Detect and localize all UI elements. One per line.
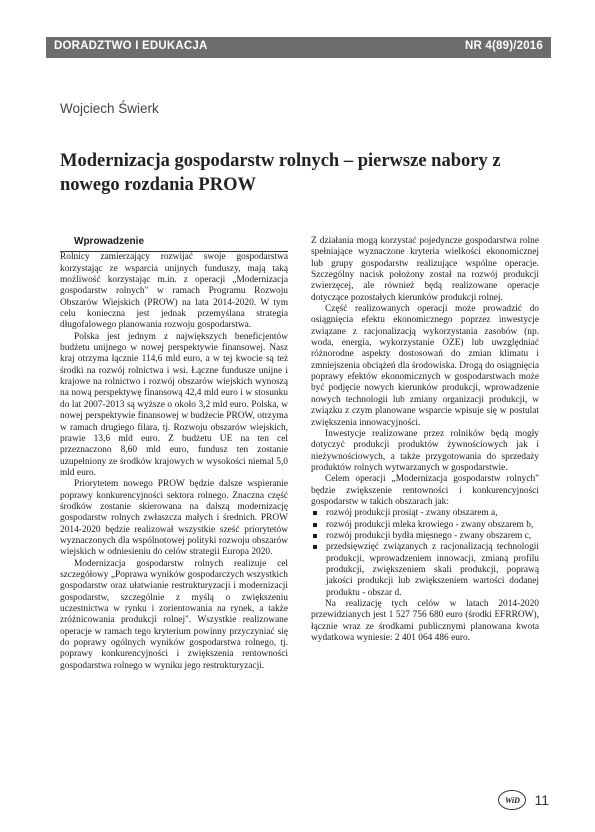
page-number: 11	[534, 792, 549, 808]
paragraph: Z działania mogą korzystać pojedyncze gospodarstwa rolne spełniające wyznaczone kryteria wielkości ekonomicznej lub grupy gospodarstw realizujące wspólne operacje. Szczególny nacisk położony został na rozwój produkcji zwierzęcej, ale również będą realizowane operacje dotyczące pozostałych kierunków produkcji rolnej.	[311, 236, 539, 303]
paragraph: Polska jest jednym z największych beneficjentów budżetu unijnego w nowej perspektywie finansowej. Nasz kraj otrzyma łącznie 114,6 mld euro, a w tej kwocie są też środki na rozwój rolnictwa i wsi. Łączne fundusze unijne i krajowe na rolnictwo i rozwój obszarów wiejskich wynoszą na nową perspektywę finansową 42,4 mld euro i w stosunku do lat 2007-2013 są wyższe o około 3,2 mld euro. Polska, w nowej perspektywie finansowej w budżecie PROW, otrzyma w ramach drugiego filara, tj. Rozwoju obszarów wiejskich, prawie 13,6 mld euro. Z budżetu UE na ten cel przeznaczono 8,60 mld euro, fundusz ten zostanie uzupełniony ze środków krajowych w wysokości niemal 5,0 mld euro.	[60, 331, 288, 478]
header-bar	[46, 37, 551, 58]
section-heading: Wprowadzenie	[60, 236, 288, 252]
list-item-text: przedsięwzięć związanych z racjonalizacją technologii produkcji, wprowadzeniem innowacji, zmianą profilu produkcji, zwiększeniem skali produkcji, poprawą jakości produkcji lub zwiększeniem wartości dodanej produktu - obszar d.	[326, 542, 539, 598]
bullet-icon	[313, 511, 317, 515]
bullet-list	[311, 508, 539, 599]
journal-logo-icon: WiD	[498, 790, 526, 810]
paragraph: Celem operacji „Modernizacja gospodarstw rolnych" będzie zwiększenie rentowności i konkurencyjności gospodarstw w takich obszarach jak:	[311, 474, 539, 507]
article-title: Modernizacja gospodarstw rolnych – pierwsze nabory z nowego rozdania PROW	[60, 151, 501, 195]
list-item-text: rozwój produkcji mleka krowiego - zwany obszarem b,	[326, 519, 534, 530]
bullet-icon	[313, 545, 317, 549]
page-footer	[498, 790, 549, 810]
list-item	[311, 542, 539, 599]
paragraph: Na realizację tych celów w latach 2014-2020 przewidzianych jest 1 527 756 680 euro (środki EFRROW), łącznie wraz ze środkami publicznymi planowana kwota wydatkowa wyniesie: 2 401 064 486 euro.	[311, 599, 539, 644]
author-name: Wojciech Świerk	[60, 101, 159, 116]
bullet-icon	[313, 534, 317, 538]
issue-label: NR 4(89)/2016	[464, 40, 543, 52]
list-item	[311, 508, 539, 519]
paragraph: Modernizacja gospodarstw rolnych realizuje cel szczegółowy „Poprawa wyników gospodarczych wszystkich gospodarstw oraz ułatwianie restrukturyzacji i modernizacji gospodarstw, szczególnie z myślą o zwiększeniu uczestnictwa w rynku i zorientowania na rynek, a także zróżnicowania produkcji rolnej". Wszystkie realizowane operacje w ramach tego kryterium powinny przyczyniać się do poprawy ogólnych wyników gospodarstwa rolnego, tj. poprawy konkurencyjności i zwiększenia rentowności gospodarstwa rolnego w wyniku jego restrukturyzacji.	[60, 558, 288, 671]
left-column	[60, 236, 288, 672]
list-item	[311, 531, 539, 542]
paragraph: Priorytetem nowego PROW będzie dalsze wspieranie poprawy konkurencyjności sektora rolnego. Znaczna część środków zostanie skierowana na dalszą modernizację gospodarstw rolnych zwłaszcza małych i średnich. PROW 2014-2020 będzie realizował wszystkie sześć priorytetów wyznaczonych dla wspólnotowej polityki rozwoju obszarów wiejskich w odniesieniu do celów strategii Europa 2020.	[60, 479, 288, 558]
section-label: DORADZTWO I EDUKACJA	[54, 40, 208, 52]
paragraph: Rolnicy zamierzający rozwijać swoje gospodarstwa korzystając ze wsparcia unijnych funduszy, mają taką możliwość korzystając m.in. z operacji „Modernizacja gospodarstw rolnych" w ramach Programu Rozwoju Obszarów Wiejskich (PROW) na lata 2014-2020. W tym celu konieczna jest jednak przemyślana strategia długofalowego planowania rozwoju gospodarstwa.	[60, 252, 288, 331]
list-item-text: rozwój produkcji prosiąt - zwany obszarem a,	[326, 508, 498, 519]
bullet-icon	[313, 523, 317, 527]
paragraph: Część realizowanych operacji może prowadzić do osiągnięcia efektu ekonomicznego poprzez inwestycje związane z racjonalizacją wykorzystania zasobów (np. woda, energia, wykorzystanie OZE) lub uwzględniać różnorodne aspekty dostosowań do zmian klimatu i zmniejszenia obciążeń dla środowiska. Drogą do osiągnięcia poprawy efektów ekonomicznych w gospodarstwach może być podjęcie nowych kierunków produkcji, wprowadzenie nowych technologii lub zmiany organizacji produkcji, w związku z czym planowane wsparcie wpisuje się w postulat zwiększenia innowacyjności.	[311, 304, 539, 428]
paragraph: Inwestycje realizowane przez rolników będą mogły dotyczyć produkcji produktów żywnościowych jak i nieżywnościowych, a także przygotowania do sprzedaży produktów rolnych wytwarzanych w gospodarstwie.	[311, 428, 539, 473]
list-item-text: rozwój produkcji bydła mięsnego - zwany obszarem c,	[326, 530, 532, 541]
right-column	[311, 236, 539, 644]
list-item	[311, 520, 539, 531]
